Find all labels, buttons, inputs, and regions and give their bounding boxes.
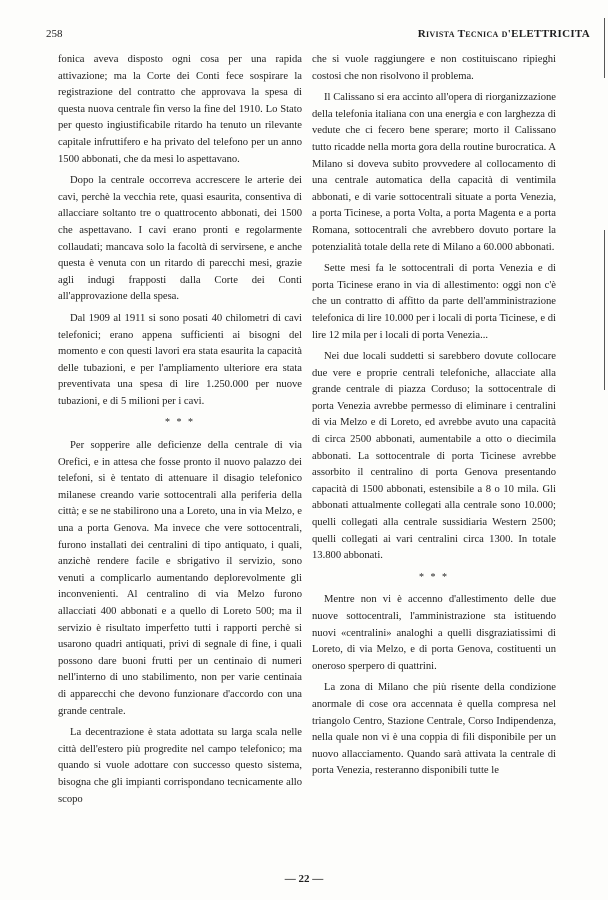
paragraph: Il Calissano si era accinto all'opera di riorganizzazione della telefonia italiana con una energia e con larghezza di vedute che ci fecero bene sperare; morto il Calissano tutto ricadde nella morta gora della routine burocratica. A Milano si doveva subito provvedere al collocamento di una centrale automatica della capacità di ventimila abbonati, e di varie sottocentrali situate a porta Venezia, a porta Ticinese, a porta Volta, a porta Magenta e a porta Romana, sottocentrali che avrebbero dovuto portare la potenzialità totale della rete di Milano a 60.000 abbonati.	[312, 92, 556, 253]
paragraph: La decentrazione è stata adottata su larga scala nelle città dell'estero più progredite nel campo telefonico; ma quando si vuole adottare con successo questo sistema, bisogna che gli impianti corrispondano tecnicamente allo scopo	[58, 727, 302, 805]
paragraph: Sette mesi fa le sottocentrali di porta Venezia e di porta Ticinese erano in via di allestimento: oggi non c'è che un contratto di affitto da parte dell'amministrazione telefonica di lire 10.000 per i locali di porta Ticinese, e di lire 12 mila per i locali di porta Venezia...	[312, 263, 556, 341]
paragraph: Nei due locali suddetti si sarebbero dovute collocare due vere e proprie centrali telefoniche, allacciate alla grande centrale di piazza Corduso; la sottocentrale di porta Venezia avrebbe permesso di eliminare i centralini di via Melzo e di Loreto, ed avrebbe avuto una capacità di circa 2500 abbonati, aumentabile a otto o diecimila abbonati. La sottocentrale di porta Ticinese avrebbe assorbito il centralino di porta Genova presentando capacità di 1500 abbonati, estensibile a 8 o 10 mila. Gli abbonati attualmente collegati alla centrale sono 10.000; quelli collegati alla centrale sussidiaria Western 2500; quelli collegati ai vari centralini circa 1300. In totale 13.800 abbonati.	[312, 351, 556, 562]
paragraph: Per sopperire alle deficienze della centrale di via Orefici, e in attesa che fosse pronto il nuovo palazzo dei telefoni, si è tentato di attenuare il disagio telefonico milanese creando varie sottocentrali alla periferia della città; e se ne stabilirono una a Loreto, una in via Melzo, e una a porta Genova. Ma invece che vere sottocentrali, furono installati dei centralini di tipo antiquato, i quali, anzichè rendere facile e sbrigativo il servizio, sono venuti a complicarlo aumentando deplorevolmente gli inconvenienti. Al centralino di via Melzo furono allacciati 400 abbonati e a quello di Loreto 500; ma il servizio è risultato imperfetto tutti i rapporti perchè si usarono quadri antiquati, privi di segnale di fine, i quali possono dare buoni frutti per un centinaio di numeri nell'interno di uno stabilimento, non per varie centinaia di apparecchi che devono funzionare d'accordo con una grande centrale.	[58, 440, 302, 717]
page-footer: — 22 —	[284, 873, 324, 885]
page-header	[46, 28, 590, 44]
scan-edge-mark	[604, 230, 605, 390]
section-break: * * *	[419, 571, 449, 583]
scan-edge-mark	[604, 18, 605, 78]
paragraph: Mentre non vi è accenno d'allestimento delle due nuove sottocentrali, l'amministrazione sta istituendo nuovi «centralini» analoghi a quelli disgraziatissimi di Loreto, di via Melzo, e di porta Genova, costituenti un oneroso sperpero di quattrini.	[312, 594, 556, 672]
section-break: * * *	[165, 417, 195, 429]
page-number: 258	[46, 28, 63, 40]
right-column	[312, 52, 556, 785]
paragraph: fonica aveva disposto ogni cosa per una rapida attivazione; ma la Corte dei Conti fece sospirare la registrazione del contratto che approvava la spesa di questa nuova centrale fin verso la fine del 1910. Lo Stato per questo ingiustificabile ritardo ha tenuto un rilevante capitale infruttifero e ha privato del telefono per un anno 1500 abbonati, che da mesi lo aspettavano.	[58, 54, 302, 165]
left-column	[58, 52, 302, 813]
paragraph: Dal 1909 al 1911 si sono posati 40 chilometri di cavi telefonici; erano appena sufficienti ai bisogni del momento e con questi lavori era stata esaurita la capacità delle tubazioni, e per l'ampliamento ulteriore era stata preventivata una spesa di lire 1.250.000 per nuove tubazioni, e di 5 milioni per i cavi.	[58, 312, 302, 407]
paragraph: Dopo la centrale occorreva accrescere le arterie dei cavi, perchè la vecchia rete, quasi esaurita, consentiva di allacciare soltanto tre o quattrocento abbonati, dei 1500 che aspettavano. I cavi erano pronti e regolarmente collaudati; mancava solo la facoltà di servirsene, e anche questa è venuta con un ritardo di parecchi mesi, grazie agli indugi frapposti dalla Corte dei Conti all'approvazione della spesa.	[58, 175, 302, 303]
paragraph: che si vuole raggiungere e non costituiscano ripieghi costosi che non risolvono il problema.	[312, 54, 556, 82]
paragraph: La zona di Milano che più risente della condizione anormale di cose ora accennata è quella compresa nel triangolo Centro, Stazione Centrale, Corso Indipendenza, nella quale non vi è una coppia di fili disponibile per un nuovo allacciamento. Quando sarà attivata la centrale di porta Venezia, resteranno disponibili tutte le	[312, 682, 556, 777]
journal-title: Rivista Tecnica d'ELETTRICITA	[417, 28, 590, 40]
